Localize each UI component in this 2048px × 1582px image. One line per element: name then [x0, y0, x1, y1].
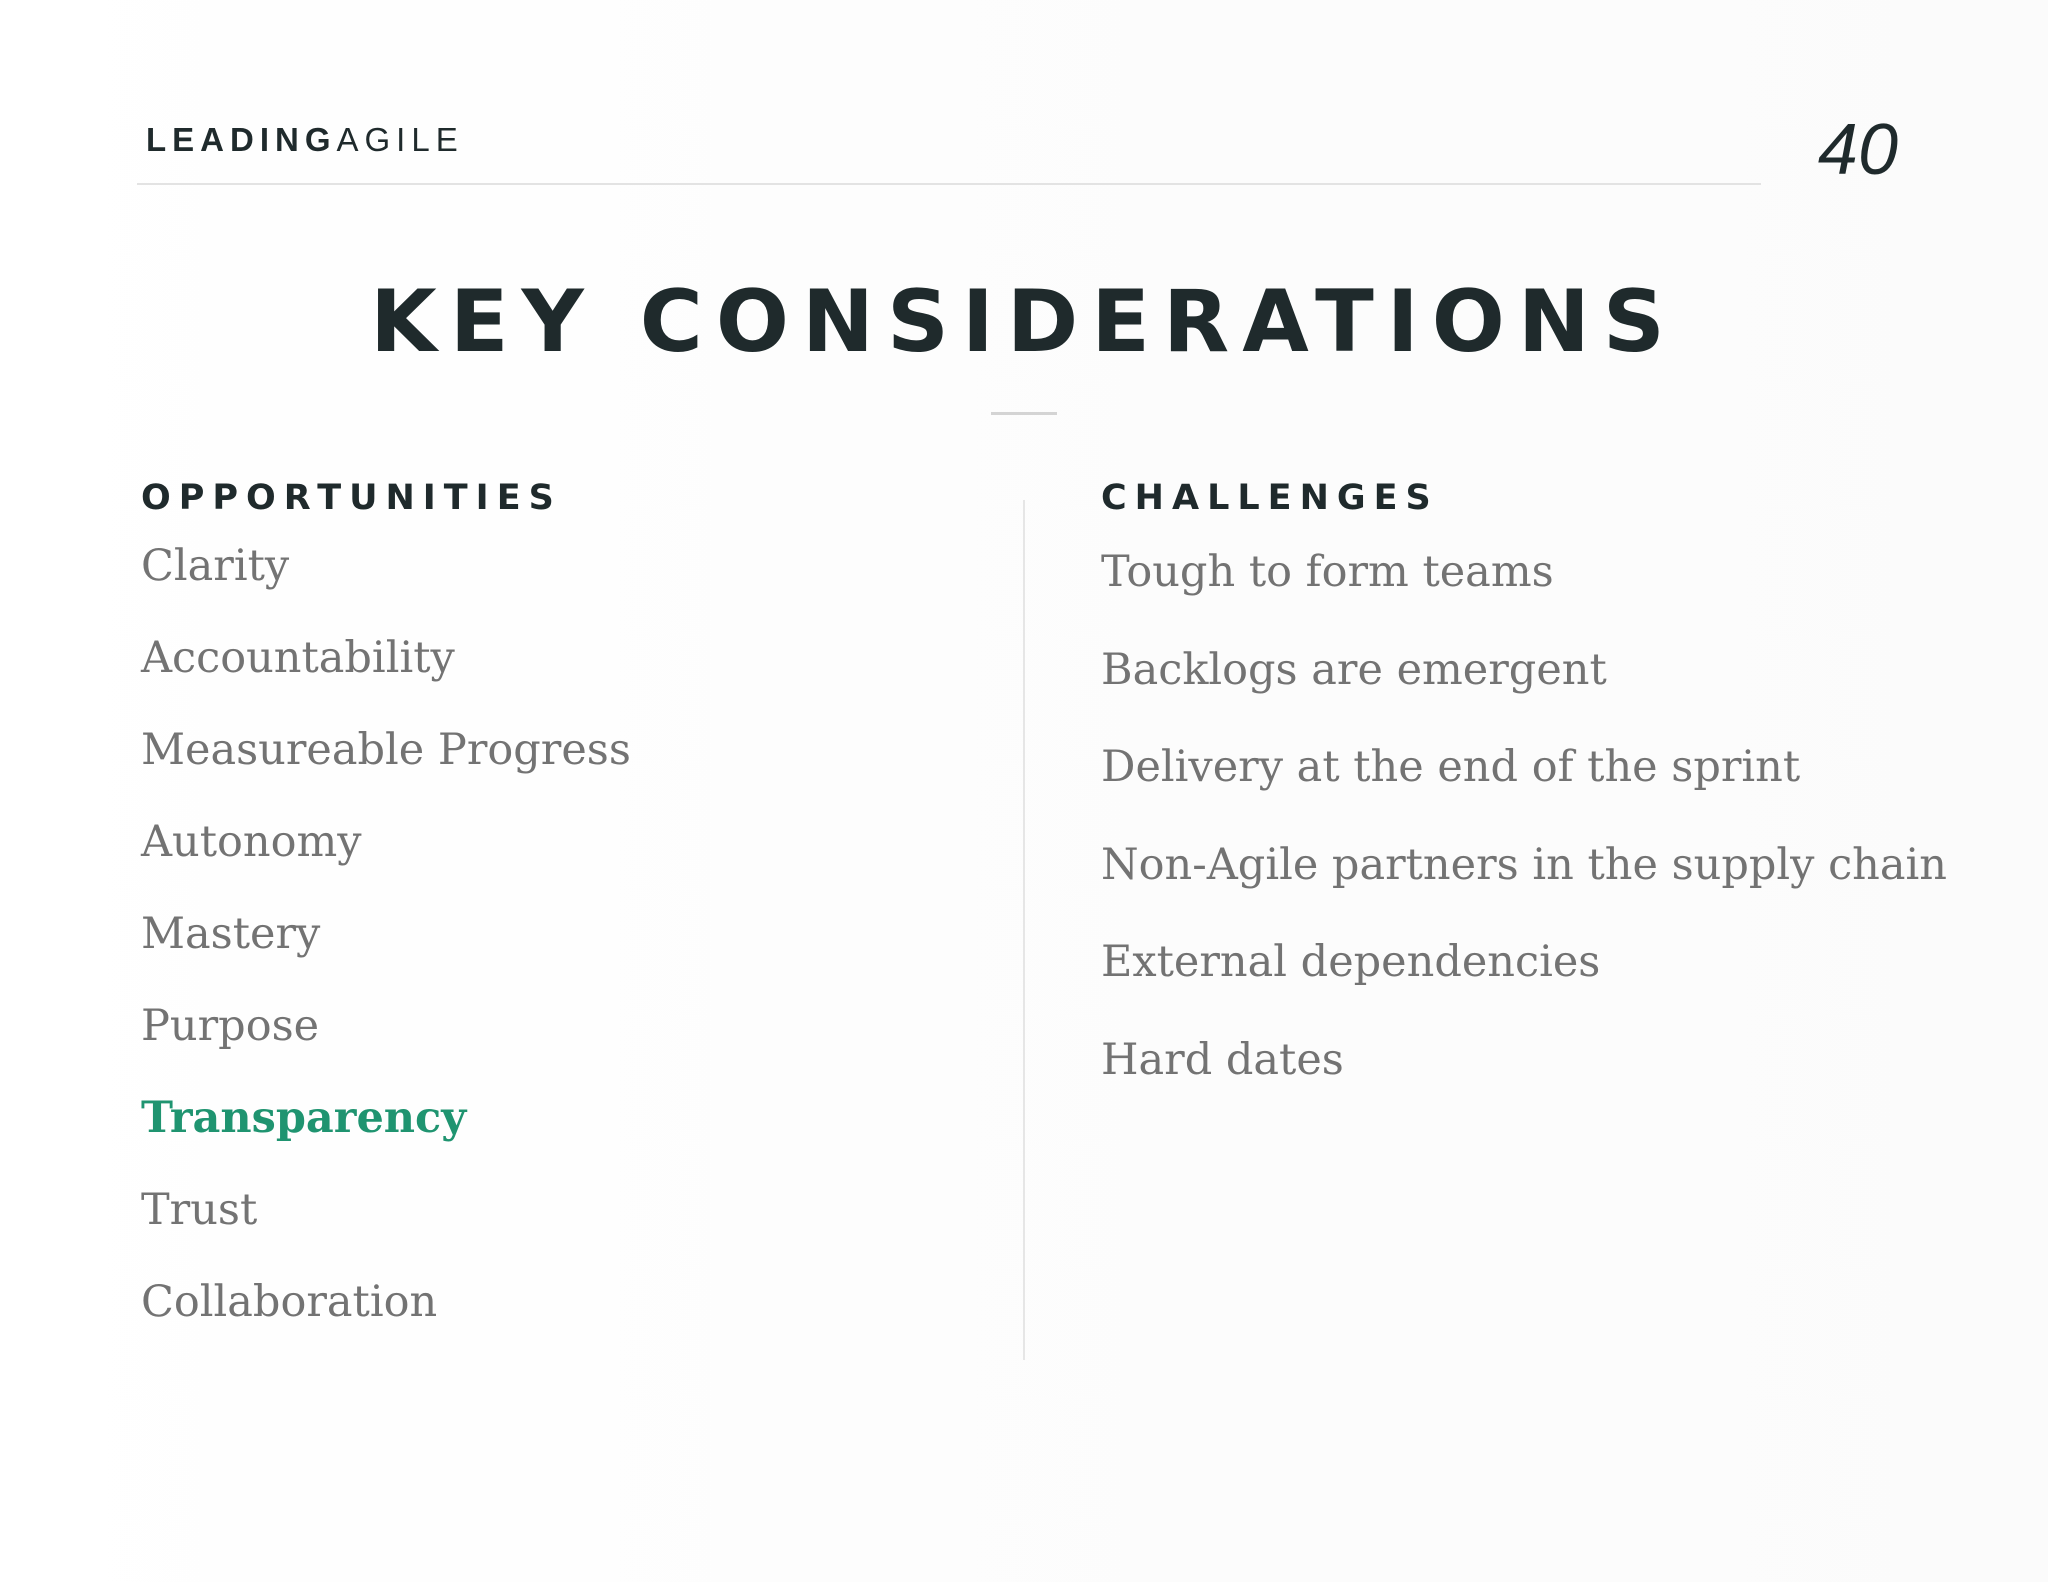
list-item: Measureable Progress [141, 725, 631, 775]
brand-logo-bold: LEADING [146, 121, 337, 158]
slide-title: KEY CONSIDERATIONS [370, 272, 1678, 372]
header-divider [137, 183, 1761, 185]
challenges-list [1101, 544, 1947, 1129]
list-item: Accountability [141, 633, 455, 683]
list-item: Tough to form teams [1101, 547, 1554, 597]
column-divider [1023, 500, 1025, 1360]
list-item: Backlogs are emergent [1101, 644, 1607, 695]
opportunities-list [141, 538, 631, 1366]
list-item: Non-Agile partners in the supply chain [1101, 839, 1947, 890]
list-item: External dependencies [1101, 937, 1601, 987]
list-item: Clarity [141, 541, 290, 591]
list-item: Autonomy [141, 817, 362, 867]
list-item: Hard dates [1101, 1034, 1344, 1085]
brand-logo [146, 120, 464, 160]
title-underline [991, 412, 1057, 415]
opportunities-heading: OPPORTUNITIES [141, 478, 562, 518]
list-item: Delivery at the end of the sprint [1101, 742, 1801, 792]
page-number: 40 [1817, 110, 1898, 190]
brand-logo-light: AGILE [336, 121, 464, 158]
list-item: Collaboration [141, 1277, 438, 1327]
list-item: Purpose [141, 1001, 320, 1051]
list-item-highlighted: Transparency [141, 1093, 467, 1143]
challenges-heading: CHALLENGES [1101, 478, 1439, 518]
list-item: Trust [141, 1185, 258, 1235]
list-item: Mastery [141, 909, 321, 959]
